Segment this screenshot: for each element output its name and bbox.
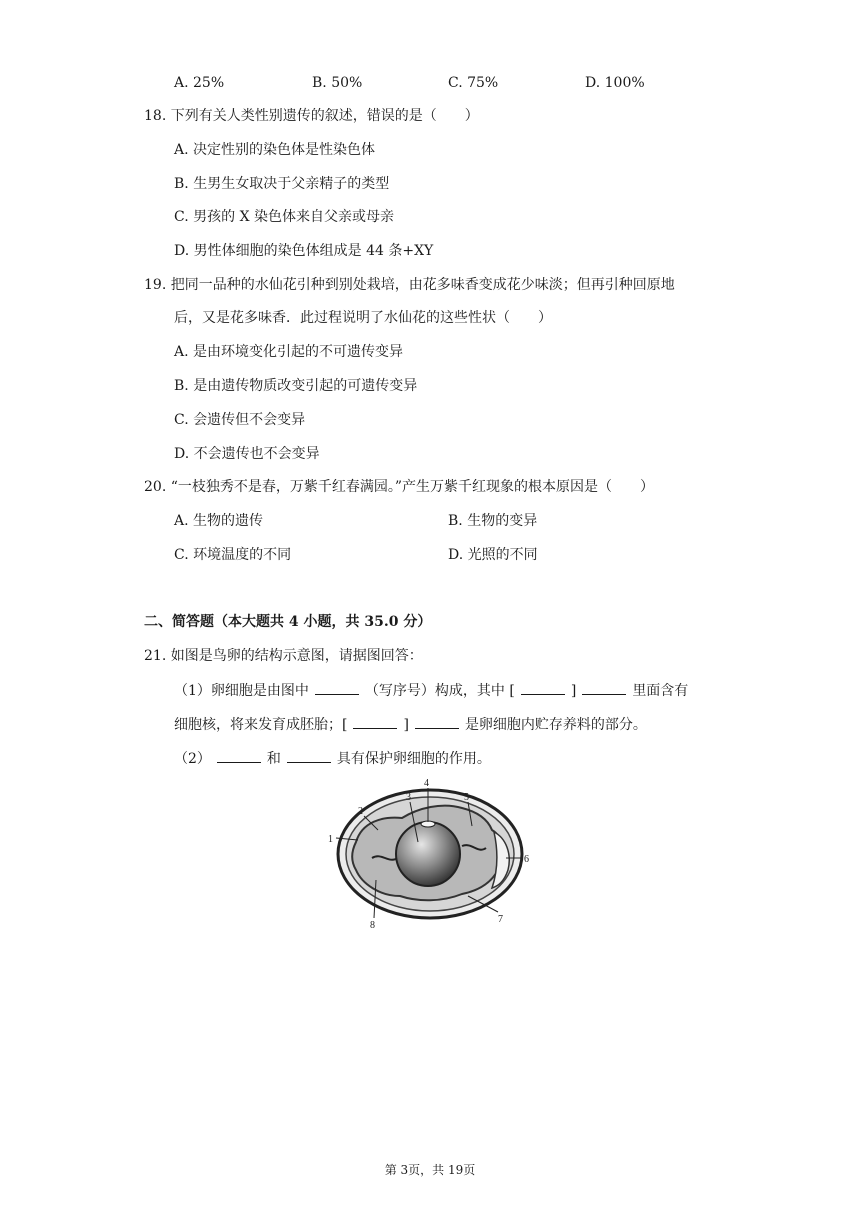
q18-option-d: D. 男性体细胞的染色体组成是 44 条+XY xyxy=(174,243,434,259)
answer-blank-1[interactable] xyxy=(315,680,359,695)
q19-option-a: A. 是由环境变化引起的不可遗传变异 xyxy=(174,344,404,360)
q18-option-c: C. 男孩的 X 染色体来自父亲或母亲 xyxy=(174,209,394,225)
q18-stem: 下列有关人类性别遗传的叙述，错误的是（ ） xyxy=(170,108,479,124)
q17-option-a: A. 25% xyxy=(174,75,225,91)
q20-option-c: C. 环境温度的不同 xyxy=(174,547,292,563)
q20-number: 20. xyxy=(144,479,167,495)
q17-option-d: D. 100% xyxy=(585,75,645,91)
q20-stem: “一枝独秀不是春，万紫千红春满园。”产生万紫千红现象的根本原因是（ ） xyxy=(170,479,655,495)
answer-blank-2[interactable] xyxy=(521,680,565,695)
figure-label-1: 1 xyxy=(328,834,333,845)
answer-blank-6[interactable] xyxy=(217,748,261,763)
figure-label-6: 6 xyxy=(524,854,529,865)
figure-label-2: 2 xyxy=(358,806,363,817)
q21-number: 21. xyxy=(144,648,167,664)
q21-stem: 如图是鸟卵的结构示意图，请据图回答： xyxy=(170,648,423,664)
q21-part1-line1 xyxy=(174,680,688,701)
figure-label-3: 3 xyxy=(406,792,411,803)
q21-stem-line xyxy=(144,646,423,666)
q21-p2-text-c: 具有保护卵细胞的作用。 xyxy=(336,751,491,767)
figure-label-4: 4 xyxy=(424,778,429,789)
q21-part2-line xyxy=(174,748,491,769)
bird-egg-diagram xyxy=(322,772,538,932)
q19-option-d: D. 不会遗传也不会变异 xyxy=(174,446,320,462)
q21-p1-text-d: 里面含有 xyxy=(632,683,689,699)
q21-p1-text-b: （写序号）构成，其中 [ xyxy=(364,683,515,699)
answer-blank-4[interactable] xyxy=(353,714,397,729)
q20-option-a: A. 生物的遗传 xyxy=(174,513,264,529)
q19-option-b: B. 是由遗传物质改变引起的可遗传变异 xyxy=(174,378,418,394)
q17-option-c: C. 75% xyxy=(448,75,499,91)
q21-p2-text-b: 和 xyxy=(266,751,281,767)
q21-p2-text-a: （2） xyxy=(174,751,211,767)
q19-number: 19. xyxy=(144,277,167,293)
q19-stem-line-1 xyxy=(144,275,675,295)
q19-stem-line-2: 后，又是花多味香．此过程说明了水仙花的这些性状（ ） xyxy=(174,310,552,326)
figure-label-7: 7 xyxy=(498,914,503,925)
q18-option-b: B. 生男生女取决于父亲精子的类型 xyxy=(174,176,390,192)
answer-blank-3[interactable] xyxy=(582,680,626,695)
section-title: 二、简答题（本大题共 4 小题，共 35.0 分） xyxy=(144,614,432,630)
q21-p1-text-e: 细胞核，将来发育成胚胎；[ xyxy=(174,717,348,733)
q18-stem-line xyxy=(144,106,479,126)
q17-option-b: B. 50% xyxy=(312,75,363,91)
q20-option-d: D. 光照的不同 xyxy=(448,547,538,563)
figure-label-5: 5 xyxy=(464,792,469,803)
q19-stem-1: 把同一品种的水仙花引种到别处栽培，由花多味香变成花少味淡；但再引种回原地 xyxy=(170,277,675,293)
q20-option-b: B. 生物的变异 xyxy=(448,513,538,529)
q21-p1-text-f: ] xyxy=(403,717,409,733)
yolk xyxy=(396,822,460,886)
answer-blank-5[interactable] xyxy=(415,714,459,729)
q19-option-c: C. 会遗传但不会变异 xyxy=(174,412,306,428)
page-footer: 第 3页，共 19页 xyxy=(384,1163,476,1177)
q21-p1-text-a: （1）卵细胞是由图中 xyxy=(174,683,309,699)
q20-stem-line xyxy=(144,477,654,497)
q21-part1-line2 xyxy=(174,714,647,735)
q18-number: 18. xyxy=(144,108,167,124)
q18-option-a: A. 决定性别的染色体是性染色体 xyxy=(174,142,376,158)
figure-label-8: 8 xyxy=(370,920,375,931)
answer-blank-7[interactable] xyxy=(287,748,331,763)
q21-p1-text-g: 是卵细胞内贮存养料的部分。 xyxy=(464,717,647,733)
q21-p1-text-c: ] xyxy=(570,683,577,699)
